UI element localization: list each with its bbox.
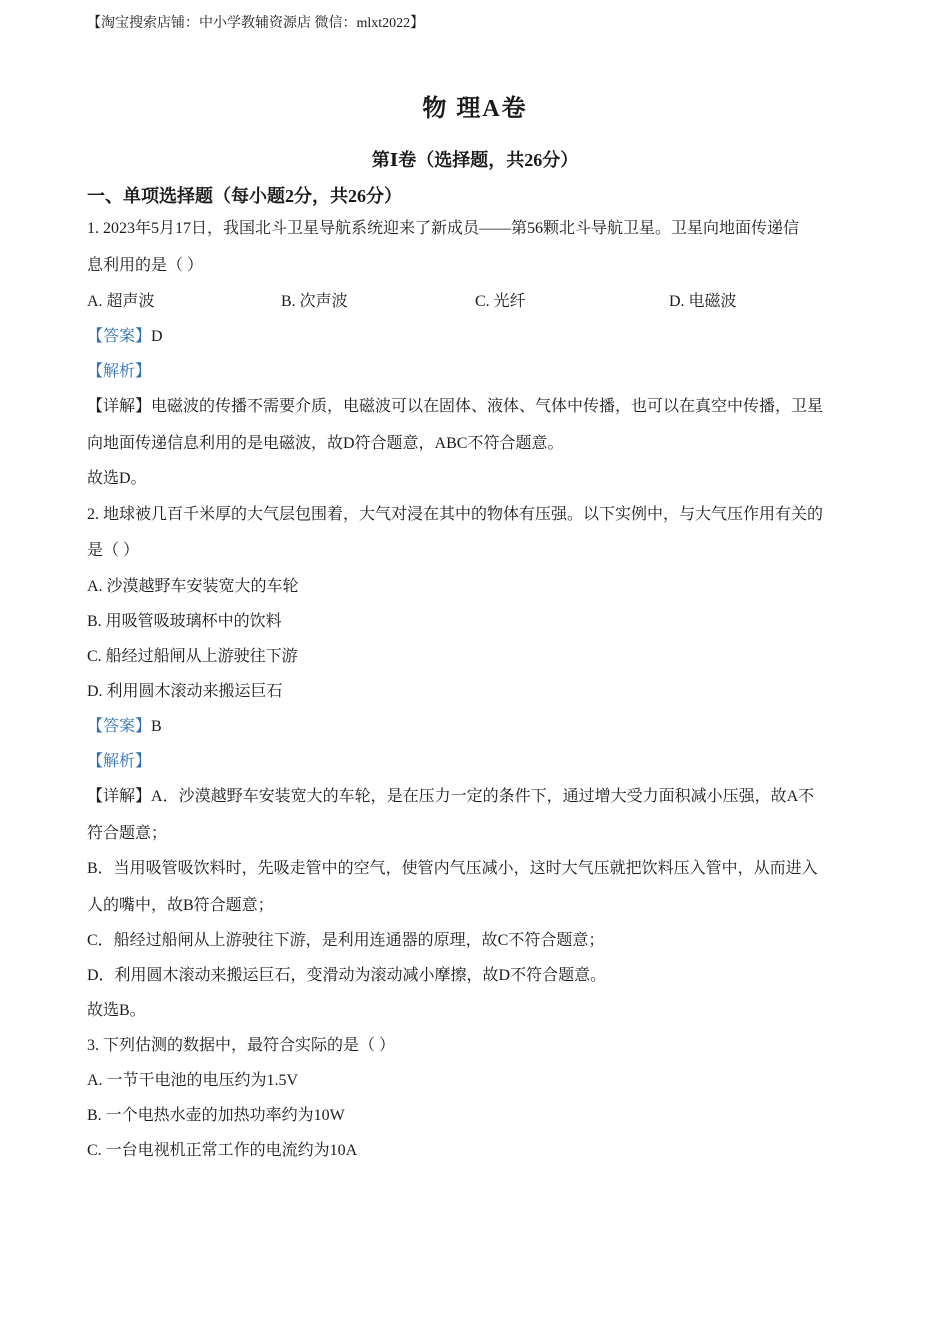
q1-conclusion: 故选D。 [87, 470, 147, 487]
q2-option-d: D. 利用圆木滚动来搬运巨石 [87, 683, 283, 700]
q3-option-a: A. 一节干电池的电压约为1.5V [87, 1072, 299, 1089]
q2-answer [87, 717, 162, 737]
q2-stem-line2: 是（ ） [87, 542, 140, 559]
q1-option-b: B. 次声波 [281, 293, 348, 310]
answer-label: 【答案】 [87, 328, 152, 345]
q1-analysis-label: 【解析】 [87, 363, 152, 380]
q2-detail-line2: 符合题意； [87, 825, 168, 842]
q1-answer-value: D [151, 328, 163, 345]
section-title: 一、单项选择题（每小题2分，共26分） [87, 186, 402, 206]
page-title: 物 理A卷 [422, 96, 528, 122]
q2-option-c: C. 船经过船闸从上游驶往下游 [87, 648, 298, 665]
q2-stem-line1: 2. 地球被几百千米厚的大气层包围着，大气对浸在其中的物体有压强。以下实例中，与大气压作用有关的 [87, 506, 824, 523]
q2-detail-c: C．船经过船闸从上游驶往下游，是利用连通器的原理，故C不符合题意； [87, 932, 605, 949]
q1-option-c: C. 光纤 [475, 293, 526, 310]
q1-detail-text: 电磁波的传播不需要介质，电磁波可以在固体、液体、气体中传播，也可以在真空中传播，卫星 [151, 398, 824, 415]
detail-label: 【详解】 [87, 788, 152, 805]
q2-detail-d: D．利用圆木滚动来搬运巨石，变滑动为滚动减小摩擦，故D不符合题意。 [87, 967, 607, 984]
answer-label: 【答案】 [87, 718, 152, 735]
q2-detail-b-line2: 人的嘴中，故B符合题意； [87, 897, 274, 914]
q1-option-a: A. 超声波 [87, 293, 155, 310]
q1-detail-line1 [87, 397, 823, 417]
q2-conclusion: 故选B。 [87, 1002, 146, 1019]
q3-stem: 3. 下列估测的数据中，最符合实际的是（ ） [87, 1037, 396, 1054]
q3-option-c: C. 一台电视机正常工作的电流约为10A [87, 1142, 358, 1159]
page-header: 【淘宝搜索店铺：中小学教辅资源店 微信：mlxt2022】 [87, 16, 425, 31]
q1-stem-line1: 1. 2023年5月17日，我国北斗卫星导航系统迎来了新成员——第56颗北斗导航卫星。卫星向地面传递信 [87, 220, 800, 237]
q2-detail-b-line1: B．当用吸管吸饮料时，先吸走管中的空气，使管内气压减小，这时大气压就把饮料压入管中，从而进入 [87, 860, 818, 877]
q1-stem-line2: 息利用的是（ ） [87, 257, 204, 274]
q2-analysis-label: 【解析】 [87, 753, 152, 770]
q2-answer-value: B [151, 718, 162, 735]
q2-option-b: B. 用吸管吸玻璃杯中的饮料 [87, 613, 282, 630]
q2-option-a: A. 沙漠越野车安装宽大的车轮 [87, 578, 299, 595]
q2-detail-line1 [87, 787, 814, 807]
part-title: 第Ⅰ卷（选择题，共26分） [371, 150, 579, 170]
q3-option-b: B. 一个电热水壶的加热功率约为10W [87, 1107, 345, 1124]
q1-answer [87, 327, 163, 347]
detail-label: 【详解】 [87, 398, 152, 415]
q1-detail-line2: 向地面传递信息利用的是电磁波，故D符合题意，ABC不符合题意。 [87, 435, 564, 452]
q2-detail-text: A．沙漠越野车安装宽大的车轮，是在压力一定的条件下，通过增大受力面积减小压强，故A不 [151, 788, 815, 805]
q1-option-d: D. 电磁波 [669, 293, 737, 310]
